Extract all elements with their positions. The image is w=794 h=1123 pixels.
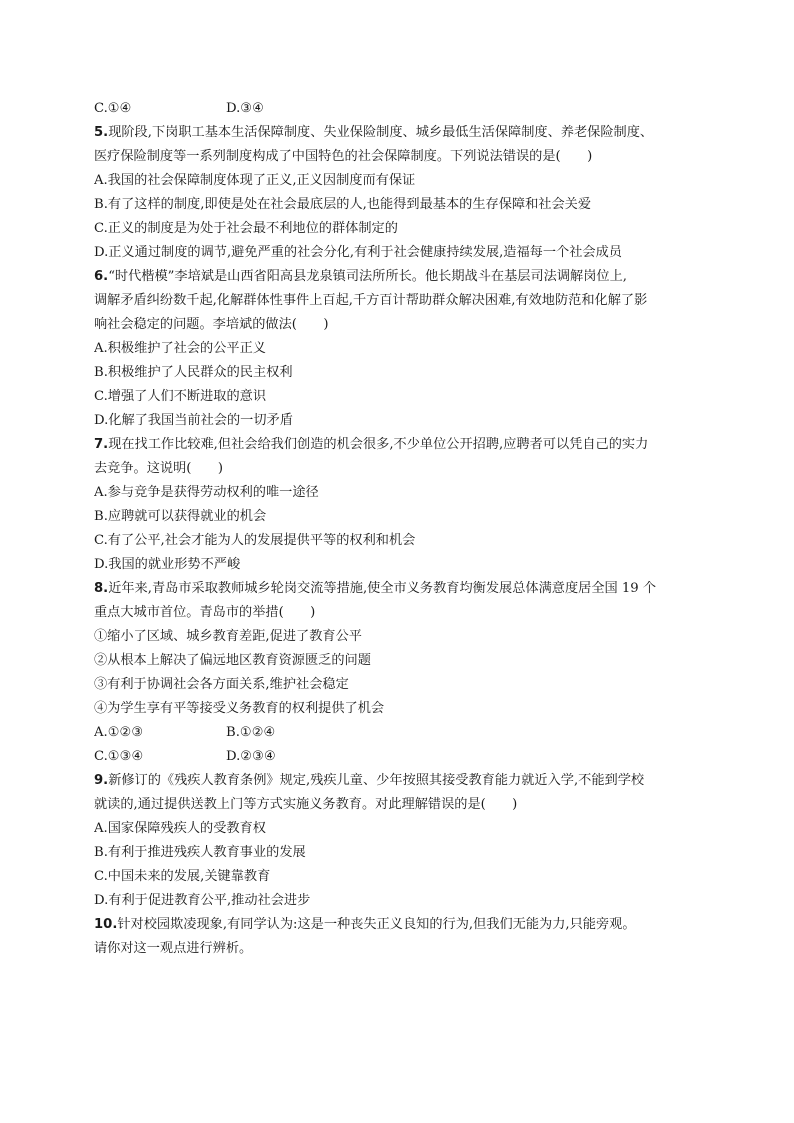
q9-option-c: C.中国未来的发展,关键靠教育 xyxy=(94,869,271,884)
q6-stem-line-2: 调解矛盾纠纷数千起,化解群体性事件上百起,千方百计帮助群众解决困难,有效地防范和化解了影 xyxy=(94,293,648,308)
q5-option-c: C.正义的制度是为处于社会最不利地位的群体制定的 xyxy=(94,221,398,236)
q6-option-a: A.积极维护了社会的公平正义 xyxy=(94,341,266,356)
q8-options-row-2 xyxy=(94,745,700,769)
q8-stem-line-2: 重点大城市首位。青岛市的举措( ) xyxy=(94,605,316,620)
q6-option-b: B.积极维护了人民群众的民主权利 xyxy=(94,365,293,380)
q8-statement-2: ②从根本上解决了偏远地区教育资源匮乏的问题 xyxy=(94,653,371,668)
q9-option-b: B.有利于推进残疾人教育事业的发展 xyxy=(94,845,306,860)
q6-option-c: C.增强了人们不断进取的意识 xyxy=(94,389,267,404)
q8-option-a: A.①②③ xyxy=(94,725,144,740)
q4-option-c: C.①④ xyxy=(94,101,132,116)
q8-stem-line-1: 8.近年来,青岛市采取教师城乡轮岗交流等措施,使全市义务教育均衡发展总体满意度居全国 19 个 xyxy=(94,581,657,596)
q7-option-c: C.有了公平,社会才能为人的发展提供平等的权利和机会 xyxy=(94,533,416,548)
q7-option-b: B.应聘就可以获得就业的机会 xyxy=(94,509,267,524)
q5-stem-line-1: 5.现阶段,下岗职工基本生活保障制度、失业保险制度、城乡最低生活保障制度、养老保险制度、 xyxy=(94,125,654,140)
q6-option-d: D.化解了我国当前社会的一切矛盾 xyxy=(94,413,293,428)
q9-option-d: D.有利于促进教育公平,推动社会进步 xyxy=(94,893,311,908)
q6-stem-line-1: 6.“时代楷模”李培斌是山西省阳高县龙泉镇司法所所长。他长期战斗在基层司法调解岗位上, xyxy=(94,269,627,284)
q7-number: 7. xyxy=(94,437,109,452)
q4-options-row xyxy=(94,97,700,121)
q5-number: 5. xyxy=(94,125,109,140)
q8-option-c: C.①③④ xyxy=(94,749,144,764)
q10-number: 10. xyxy=(94,917,118,932)
q6-number: 6. xyxy=(94,269,109,284)
q9-stem-line-1: 9.新修订的《残疾人教育条例》规定,残疾儿童、少年按照其接受教育能力就近入学,不能到学校 xyxy=(94,773,645,788)
q10-stem-line-1: 10.针对校园欺凌现象,有同学认为:这是一种丧失正义良知的行为,但我们无能为力,只能旁观。 xyxy=(94,917,636,932)
q5-option-a: A.我国的社会保障制度体现了正义,正义因制度而有保证 xyxy=(94,173,416,188)
q7-stem-line-2: 去竞争。这说明( ) xyxy=(94,461,223,476)
q8-statement-1: ①缩小了区域、城乡教育差距,促进了教育公平 xyxy=(94,629,362,644)
q7-option-d: D.我国的就业形势不严峻 xyxy=(94,557,241,572)
q8-option-d: D.②③④ xyxy=(226,749,276,764)
q9-option-a: A.国家保障残疾人的受教育权 xyxy=(94,821,266,836)
q4-option-d: D.③④ xyxy=(226,101,264,116)
exam-content xyxy=(94,97,700,961)
q9-number: 9. xyxy=(94,773,109,788)
q8-statement-4: ④为学生享有平等接受义务教育的权利提供了机会 xyxy=(94,701,385,716)
q8-options-row-1 xyxy=(94,721,700,745)
q6-stem-line-3: 响社会稳定的问题。李培斌的做法( ) xyxy=(94,317,329,332)
q10-stem-line-2: 请你对这一观点进行辨析。 xyxy=(94,941,253,956)
q8-statement-3: ③有利于协调社会各方面关系,维护社会稳定 xyxy=(94,677,349,692)
q9-stem-line-2: 就读的,通过提供送教上门等方式实施义务教育。对此理解错误的是( ) xyxy=(94,797,518,812)
q7-option-a: A.参与竞争是获得劳动权利的唯一途径 xyxy=(94,485,319,500)
q5-option-d: D.正义通过制度的调节,避免严重的社会分化,有利于社会健康持续发展,造福每一个社会成员 xyxy=(94,245,622,260)
q7-stem-line-1: 7.现在找工作比较难,但社会给我们创造的机会很多,不少单位公开招聘,应聘者可以凭自己的实力 xyxy=(94,437,649,452)
q8-number: 8. xyxy=(94,581,109,596)
q8-option-b: B.①②④ xyxy=(226,725,276,740)
q5-stem-line-2: 医疗保险制度等一系列制度构成了中国特色的社会保障制度。下列说法错误的是( ) xyxy=(94,149,593,164)
q5-option-b: B.有了这样的制度,即使是处在社会最底层的人,也能得到最基本的生存保障和社会关爱 xyxy=(94,197,592,212)
